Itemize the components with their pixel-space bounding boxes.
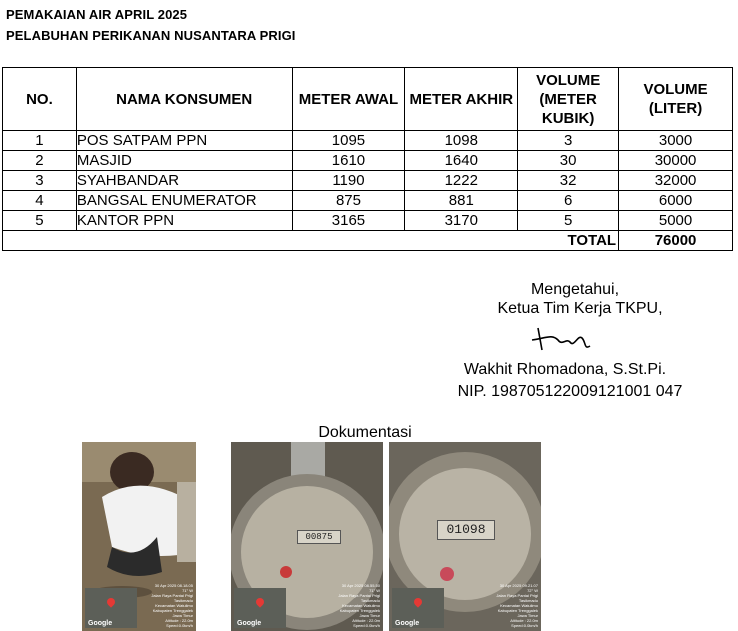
cell-volume-liter: 3000 [619,131,733,151]
map-attribution: Google [88,620,113,627]
col-header-volume-m3: VOLUME (METER KUBIK) [518,68,619,131]
cell-volume-m3: 3 [518,131,619,151]
cell-meter-start: 3165 [292,211,405,231]
col-header-name: NAMA KONSUMEN [76,68,292,131]
total-spacer [3,231,518,251]
cell-name: BANGSAL ENUMERATOR [76,191,292,211]
cell-no: 2 [3,151,77,171]
stamp-line: Altitude : 22.0m [510,618,538,623]
cell-no: 5 [3,211,77,231]
stamp-line: Kabupaten Trenggalek [497,608,538,613]
stamp-line: Tasikmadu [518,598,538,603]
col-header-no: NO. [3,68,77,131]
total-row [3,231,733,251]
cell-volume-liter: 6000 [619,191,733,211]
stamp-line: Speed:0.0km/h [166,623,193,628]
stamp-line: 71° W [369,588,380,593]
cell-meter-end: 1640 [405,151,518,171]
documentation-photo-2 [231,442,383,631]
col-header-meter-end: METER AKHIR [405,68,518,131]
documentation-photo-1 [82,442,196,631]
table-row [3,171,733,191]
cell-meter-end: 881 [405,191,518,211]
water-usage-table [2,67,733,251]
stamp-line: Altitude : 22.0m [352,618,380,623]
cell-volume-m3: 6 [518,191,619,211]
meter-counter-reading: 01098 [437,520,495,540]
cell-meter-end: 3170 [405,211,518,231]
stamp-line: Tasikmadu [173,598,193,603]
table-row [3,191,733,211]
stamp-line: Tasikmadu [360,598,380,603]
stamp-line: Jalan Raya Pantai Prigi [496,593,538,598]
meter-counter-reading: 00875 [297,530,341,544]
col-header-volume-liter: VOLUME (LITER) [619,68,733,131]
stamp-line: Kabupaten Trenggalek [152,608,193,613]
stamp-line: 72° W [527,588,538,593]
map-pin-icon [412,596,423,607]
stamp-line: Altitude : 22.0m [165,618,193,623]
cell-name: SYAHBANDAR [76,171,292,191]
cell-volume-liter: 5000 [619,211,733,231]
stamp-line: Jawa Timur [359,613,380,618]
signer-name: Wakhit Rhomadona, S.St.Pi. [463,361,667,378]
map-attribution: Google [395,620,420,627]
documentation-photo-3 [389,442,541,631]
col-header-meter-start: METER AWAL [292,68,405,131]
cell-volume-m3: 5 [518,211,619,231]
acknowledged-label: Mengetahui, [530,281,620,298]
location-map-thumbnail [234,588,286,628]
location-map-thumbnail [392,588,444,628]
table-row [3,211,733,231]
stamp-line: 30 Apr 2025 08.55.50 [341,583,380,588]
documentation-title: Dokumentasi [318,424,412,441]
stamp-line: Kecamatan Watulimo [155,603,193,608]
stamp-line: Jawa Timur [517,613,538,618]
stamp-line: Jalan Raya Pantai Prigi [151,593,193,598]
cell-meter-start: 1095 [292,131,405,151]
cell-no: 1 [3,131,77,151]
cell-no: 3 [3,171,77,191]
cell-volume-m3: 30 [518,151,619,171]
cell-meter-end: 1098 [405,131,518,151]
cell-meter-start: 875 [292,191,405,211]
signer-role: Ketua Tim Kerja TKPU, [497,300,663,317]
cell-no: 4 [3,191,77,211]
cell-meter-start: 1610 [292,151,405,171]
cell-volume-liter: 30000 [619,151,733,171]
map-attribution: Google [237,620,262,627]
cell-name: KANTOR PPN [76,211,292,231]
stamp-line: Jalan Raya Pantai Prigi [338,593,380,598]
cell-name: MASJID [76,151,292,171]
signer-nip: NIP. 198705122009121001 047 [457,383,683,400]
total-label: TOTAL [518,231,619,251]
photo-geostamp [452,583,538,628]
map-pin-icon [254,596,265,607]
stamp-line: Kabupaten Trenggalek [339,608,380,613]
report-subtitle: PELABUHAN PERIKANAN NUSANTARA PRIGI [6,28,296,43]
cell-meter-end: 1222 [405,171,518,191]
stamp-line: Jawa Timur [172,613,193,618]
report-title: PEMAKAIAN AIR APRIL 2025 [6,7,188,22]
cell-name: POS SATPAM PPN [76,131,292,151]
photo-geostamp [294,583,380,628]
stamp-line: 30 Apr 2025 08.18.05 [154,583,193,588]
photo-geostamp [107,583,193,628]
table-header-row [3,68,733,131]
cell-volume-liter: 32000 [619,171,733,191]
table-row [3,131,733,151]
cell-meter-start: 1190 [292,171,405,191]
stamp-line: Kecamatan Watulimo [342,603,380,608]
stamp-line: Kecamatan Watulimo [500,603,538,608]
stamp-line: Speed:0.0km/h [511,623,538,628]
total-value: 76000 [619,231,733,251]
handwritten-signature [528,324,598,356]
table-row [3,151,733,171]
stamp-line: Speed:0.0km/h [353,623,380,628]
cell-volume-m3: 32 [518,171,619,191]
stamp-line: 30 Apr 2025 09.21.07 [499,583,538,588]
stamp-line: 71° W [182,588,193,593]
